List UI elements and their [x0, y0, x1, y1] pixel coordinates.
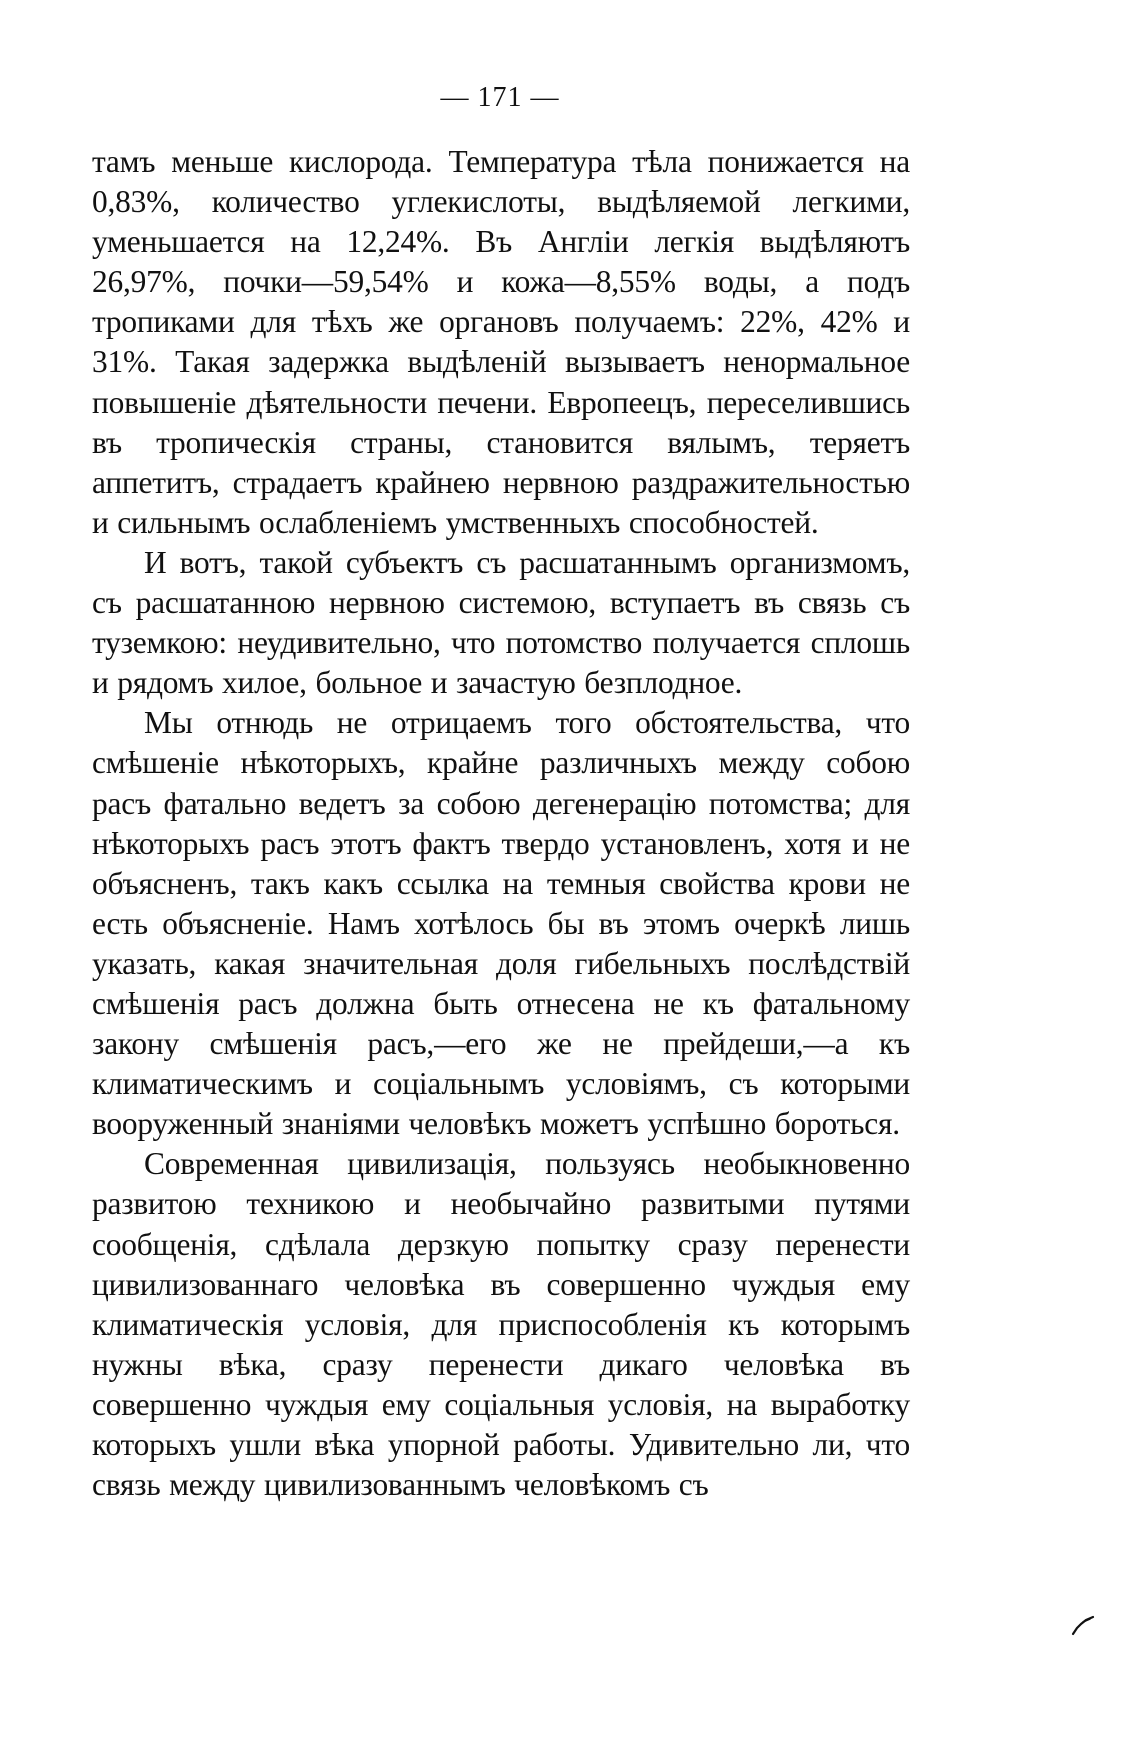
- pen-mark-icon: [1068, 1610, 1098, 1640]
- page-number: — 171 —: [440, 82, 560, 113]
- paragraph-1: тамъ меньше кислорода. Температура тѣла понижается на 0,83%, количество углекислоты, выдѣляемой легкими, уменьшается на 12,24%. Въ Англіи легкія выдѣляютъ 26,97%, почки—59,54% и кожа—8,55% воды, а подъ тропиками для тѣхъ же органовъ получаемъ: 22%, 42% и 31%. Такая задержка выдѣленій вызываетъ ненормальное повышеніе дѣятельности печени. Европеецъ, переселившись въ тропическія страны, становится вялымъ, теряетъ аппетитъ, страдаетъ крайнею нервною раздражительностью и сильнымъ ослабленіемъ умственныхъ способностей.: [92, 144, 910, 540]
- body-text: [92, 142, 910, 1505]
- paragraph-2: И вотъ, такой субъектъ съ расшатаннымъ организмомъ, съ расшатанною нервною системою, вступаетъ въ связь съ туземкою: неудивительно, что потомство получается сплошь и рядомъ хилое, больное и зачастую безплодное.: [92, 544, 910, 701]
- paragraph-3: Мы отнюдь не отрицаемъ того обстоятельства, что смѣшеніе нѣкоторыхъ, крайне различныхъ между собою расъ фатально ведетъ за собою дегенерацію потомства; для нѣкоторыхъ расъ этотъ фактъ твердо установленъ, хотя и не объясненъ, такъ какъ ссылка на темныя свойства крови не есть объясненіе. Намъ хотѣлось бы въ этомъ очеркѣ лишь указать, какая значительная доля гибельныхъ послѣдствій смѣшенія расъ должна быть отнесена не къ фатальному закону смѣшенія расъ,—его же не прейдеши,—а къ климатическимъ и соціальнымъ условіямъ, съ которыми вооруженный знаніями человѣкъ можетъ успѣшно бороться.: [92, 705, 910, 1142]
- paragraph-4: Современная цивилизація, пользуясь необыкновенно развитою техникою и необычайно развитыми путями сообщенія, сдѣлала дерзкую попытку сразу перенести цивилизованнаго человѣка въ совершенно чуждыя ему климатическія условія, для приспособленія къ которымъ нужны вѣка, сразу перенести дикаго человѣка въ совершенно чуждыя ему соціальныя условія, на выработку которыхъ ушли вѣка упорной работы. Удивительно ли, что связь между цивилизованнымъ человѣкомъ съ: [92, 1146, 910, 1503]
